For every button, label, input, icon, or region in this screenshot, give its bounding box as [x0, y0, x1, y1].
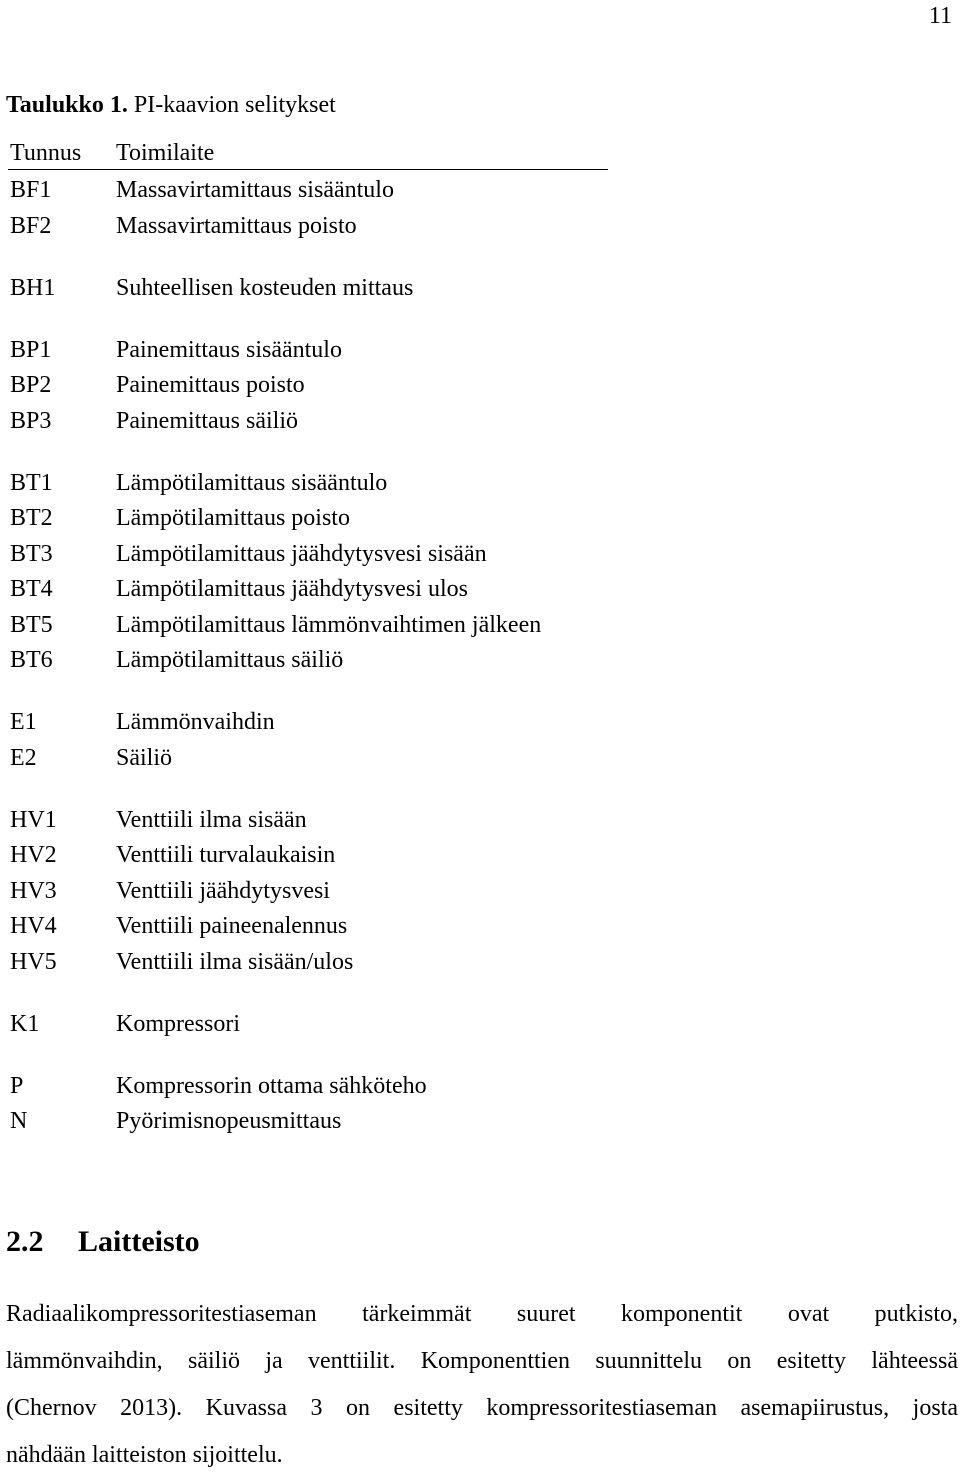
table-row: [8, 501, 608, 537]
row-code: BT4: [10, 576, 53, 602]
row-code: E2: [10, 744, 37, 771]
row-description: Lämpötilamittaus poisto: [116, 505, 350, 531]
row-code: BT5: [10, 611, 53, 638]
row-description: Venttiili paineenalennus: [116, 913, 348, 939]
table-row: [8, 572, 608, 608]
row-code: BP1: [10, 336, 52, 363]
row-code: BP3: [10, 407, 52, 434]
row-code: BH1: [10, 274, 56, 301]
table-row: [8, 643, 608, 679]
table-row: [8, 741, 608, 777]
section-title: Laitteisto: [78, 1225, 200, 1258]
row-code: HV5: [10, 948, 57, 975]
row-code: HV3: [10, 877, 57, 904]
row-description: Massavirtamittaus sisääntulo: [116, 177, 394, 203]
table-row: [8, 173, 608, 209]
page-number: 11: [928, 3, 952, 29]
table-row: [8, 1104, 608, 1140]
table-row: [8, 874, 608, 910]
row-description: Lämmönvaihdin: [116, 709, 275, 735]
table-body: [8, 173, 608, 1140]
table-row: [8, 1007, 608, 1043]
row-code: P: [10, 1072, 24, 1099]
table-row: [8, 705, 608, 741]
table-row: [8, 404, 608, 440]
row-code: N: [10, 1108, 28, 1134]
paragraph-line: (Chernov 2013). Kuvassa 3 on esitetty kompressoritestiaseman asemapiirustus, josta: [6, 1395, 958, 1421]
header-code: Tunnus: [10, 140, 82, 166]
section-number: 2.2: [6, 1225, 44, 1258]
row-description: Säiliö: [116, 744, 173, 771]
row-description: Kompressorin ottama sähköteho: [116, 1072, 427, 1099]
table-row: [8, 945, 608, 981]
row-description: Venttiili jäähdytysvesi: [116, 877, 330, 904]
table-caption: [6, 90, 336, 120]
table-row: [8, 333, 608, 369]
row-code: E1: [10, 709, 37, 735]
table-row: [8, 368, 608, 404]
row-description: Lämpötilamittaus sisääntulo: [116, 469, 388, 496]
table-row: [8, 466, 608, 502]
row-code: HV2: [10, 842, 57, 868]
row-description: Lämpötilamittaus jäähdytysvesi sisään: [116, 540, 487, 567]
row-code: BT2: [10, 505, 53, 531]
section-heading: [6, 1222, 200, 1262]
row-description: Painemittaus säiliö: [116, 407, 298, 434]
table-caption-label: Taulukko 1.: [6, 92, 128, 118]
row-code: HV1: [10, 806, 57, 833]
paragraph-line: lämmönvaihdin, säiliö ja venttiilit. Komponenttien suunnittelu on esitetty lähteessä: [6, 1348, 958, 1374]
row-code: BP2: [10, 372, 52, 398]
row-description: Painemittaus poisto: [116, 372, 305, 398]
table-row: [8, 838, 608, 874]
row-description: Suhteellisen kosteuden mittaus: [116, 274, 414, 301]
paragraph-line: Radiaalikompressoritestiaseman tärkeimmät suuret komponentit ovat putkisto,: [6, 1301, 958, 1327]
table-row: [8, 1069, 608, 1105]
row-description: Lämpötilamittaus säiliö: [116, 647, 344, 673]
row-code: HV4: [10, 913, 57, 939]
row-description: Venttiili turvalaukaisin: [116, 842, 336, 868]
table-header: [8, 137, 608, 170]
table-row: [8, 803, 608, 839]
row-code: BF1: [10, 177, 52, 203]
row-code: BT1: [10, 469, 53, 496]
row-code: BT6: [10, 647, 53, 673]
row-description: Painemittaus sisääntulo: [116, 336, 342, 363]
row-description: Pyörimisnopeusmittaus: [116, 1108, 342, 1134]
legend-table: [8, 137, 608, 1140]
table-row: [8, 608, 608, 644]
row-description: Massavirtamittaus poisto: [116, 212, 357, 239]
table-caption-text: PI-kaavion selitykset: [127, 92, 336, 118]
table-row: [8, 209, 608, 245]
row-description: Venttiili ilma sisään/ulos: [116, 948, 354, 975]
table-row: [8, 537, 608, 573]
row-code: BT3: [10, 540, 53, 567]
row-code: K1: [10, 1010, 40, 1037]
row-description: Venttiili ilma sisään: [116, 806, 307, 833]
header-description: Toimilaite: [116, 140, 215, 166]
table-row: [8, 909, 608, 945]
row-description: Lämpötilamittaus lämmönvaihtimen jälkeen: [116, 611, 542, 638]
row-description: Kompressori: [116, 1010, 240, 1037]
row-code: BF2: [10, 212, 52, 239]
table-row: [8, 271, 608, 307]
paragraph-line: nähdään laitteiston sijoittelu.: [6, 1442, 283, 1468]
body-paragraph: [6, 1291, 958, 1479]
row-description: Lämpötilamittaus jäähdytysvesi ulos: [116, 576, 468, 602]
